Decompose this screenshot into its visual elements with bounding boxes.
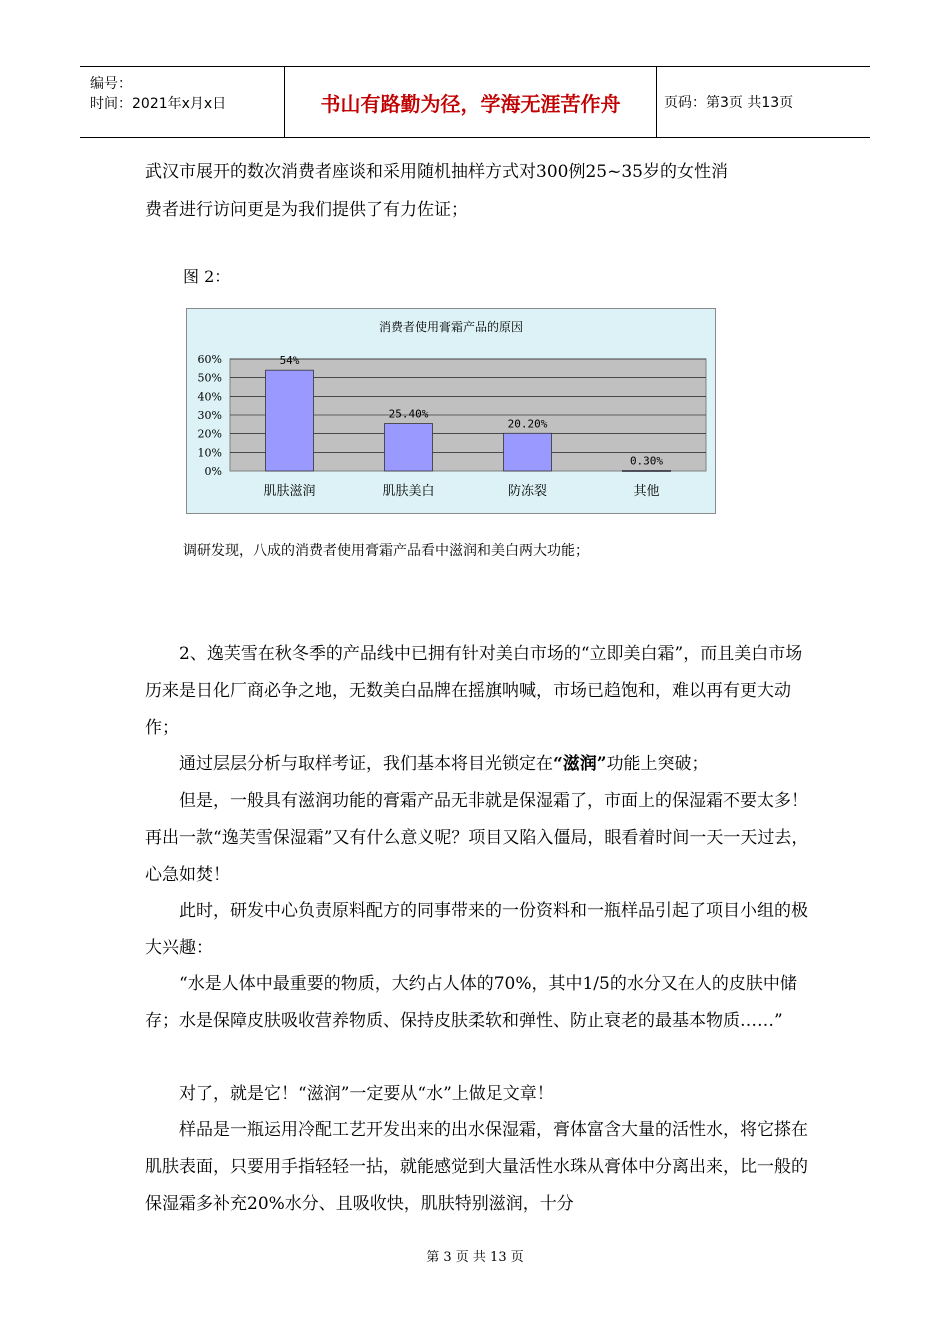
- intro-line-2: 费者进行访问更是为我们提供了有力佐证；: [145, 200, 468, 220]
- header-meta: [80, 67, 285, 137]
- bar: [385, 424, 433, 471]
- intro-line-1: 武汉市展开的数次消费者座谈和采用随机抽样方式对300例25~35岁的女性消: [145, 162, 728, 182]
- bar-chart: [186, 308, 716, 514]
- y-tick-label: 20%: [197, 427, 222, 441]
- paragraph-7: 样品是一瓶运用冷配工艺开发出来的出水保湿霜，膏体富含大量的活性水，将它搽在肌肤表面，只要用手指轻轻一拈，就能感觉到大量活性水珠从膏体中分离出来，比一般的保湿霜多补充20%水分、且吸收快，肌肤特别滋润，十分: [145, 1120, 808, 1214]
- p2-text-after: 功能上突破；: [606, 754, 709, 774]
- figure-label: 图 2：: [183, 267, 231, 286]
- header-page-info: 页码：第3页 共13页: [664, 95, 794, 111]
- data-label: 25.40%: [388, 407, 429, 421]
- y-tick-label: 40%: [197, 390, 222, 404]
- bar: [504, 433, 552, 471]
- chart-caption: 调研发现，八成的消费者使用膏霜产品看中滋润和美白两大功能；: [183, 543, 589, 559]
- chart-svg: [187, 309, 715, 513]
- y-tick-label: 10%: [197, 446, 222, 460]
- x-tick-label: 肌肤滋润: [263, 484, 316, 499]
- paragraph-3: 但是，一般具有滋润功能的膏霜产品无非就是保湿霜了，市面上的保湿霜不要太多！再出一款“逸芙雪保湿霜”又有什么意义呢？项目又陷入僵局，眼看着时间一天一天过去，心急如焚！: [145, 791, 809, 885]
- paragraph-6: 对了，就是它！“滋润”一定要从“水”上做足文章！: [179, 1084, 554, 1104]
- x-tick-label: 防冻裂: [507, 484, 548, 499]
- paragraph-1: 2、逸芙雪在秋冬季的产品线中已拥有针对美白市场的“立即美白霜”，而且美白市场历来是日化厂商必争之地，无数美白品牌在摇旗呐喊，市场已趋饱和，难以再有更大动作；: [145, 644, 803, 738]
- number-label: 编号：: [90, 76, 132, 92]
- paragraph-4: 此时，研发中心负责原料配方的同事带来的一份资料和一瓶样品引起了项目小组的极大兴趣：: [145, 901, 808, 958]
- data-label: 0.30%: [629, 454, 664, 468]
- bar: [266, 370, 314, 471]
- p2-text-before: 通过层层分析与取样考证，我们基本将目光锁定在: [179, 754, 553, 774]
- paragraph-5: “水是人体中最重要的物质，大约占人体的70%，其中1/5的水分又在人的皮肤中储存；水是保障皮肤吸收营养物质、保持皮肤柔软和弹性、防止衰老的最基本物质……”: [145, 974, 797, 1031]
- p2-bold-keyword: “滋润”: [553, 754, 607, 774]
- y-tick-label: 60%: [197, 353, 222, 366]
- x-tick-label: 肌肤美白: [382, 484, 435, 499]
- date-label: 时间：2021年x月x日: [90, 96, 227, 112]
- data-label: 54%: [279, 354, 300, 368]
- y-tick-label: 30%: [197, 409, 222, 422]
- bar: [623, 470, 671, 471]
- page-header: [80, 66, 870, 138]
- header-motto: 书山有路勤为径，学海无涯苦作舟: [285, 67, 657, 137]
- page-footer: 第 3 页 共 13 页: [426, 1250, 524, 1265]
- y-tick-label: 50%: [197, 371, 222, 385]
- y-tick-label: 0%: [204, 465, 222, 478]
- x-tick-label: 其他: [633, 484, 660, 499]
- data-label: 20.20%: [507, 417, 548, 431]
- paragraph-2: [145, 746, 810, 783]
- chart-title: 消费者使用膏霜产品的原因: [378, 320, 524, 334]
